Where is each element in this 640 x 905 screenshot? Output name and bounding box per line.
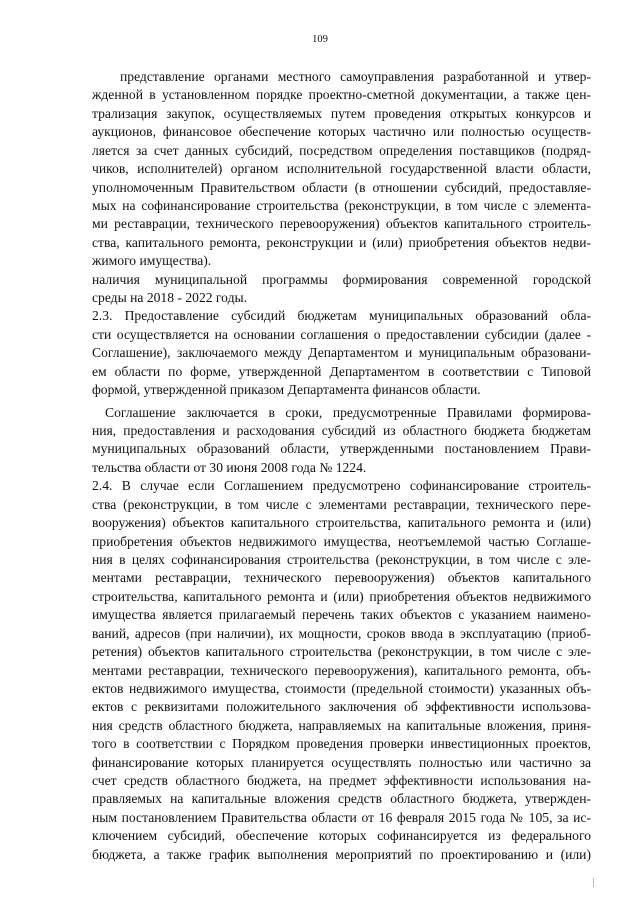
- text-line: аукционов, финансовое обеспечение которых частично или полностью осуществ-: [92, 124, 591, 140]
- text-line: мых на софинансирование строительства (реконструкции, в том числе с элемента-: [92, 197, 591, 213]
- text-line: бюджета, а также график выполнения мероприятий по проектированию и (или): [92, 846, 591, 862]
- scan-mark: [593, 878, 594, 887]
- text-line: сти осуществляется на основании соглашения о предоставлении субсидии (далее -: [92, 326, 591, 342]
- text-line: представление органами местного самоуправления разработанной и утвер-: [120, 69, 591, 84]
- text-line: ния средств областного бюджета, направляемых на капитальные вложения, приня-: [92, 717, 591, 733]
- text-line: ства, капитального ремонта, реконструкции и (или) приобретения объектов недви-: [92, 234, 591, 250]
- text-line: Соглашение заключается в сроки, предусмотренные Правилами формирова-: [105, 404, 591, 420]
- text-line: формой, утвержденной приказом Департамента финансов области.: [92, 382, 481, 398]
- paragraph-2-3: [92, 307, 591, 399]
- text-line: уполномоченным Правительством области (в отношении субсидий, предоставляе-: [92, 179, 591, 195]
- text-line: ектов с реквизитами положительного заключения об эффективности использова-: [92, 699, 591, 715]
- text-line: 2.3. Предоставление субсидий бюджетам муниципальных образований обла-: [92, 308, 591, 324]
- text-line: 2.4. В случае если Соглашением предусмотрено софинансирование строитель-: [92, 478, 591, 494]
- text-line: ментами реставрации, технического перевооружения) объектов капитального: [92, 570, 591, 586]
- text-line: ным постановлением Правительства области от 16 февраля 2015 года № 105, за ис-: [92, 809, 591, 825]
- text-line: чиков, исполнителей) органом исполнительной государственной власти области,: [92, 161, 591, 177]
- text-line: финансирование которых планируется осуществлять полностью или частично за: [92, 754, 591, 770]
- text-line: тельства области от 30 июня 2008 года № 1224.: [92, 459, 367, 475]
- text-line: ния в целях софинансирования строительства (реконструкции, в том числе с эле-: [92, 551, 591, 567]
- text-line: муниципальных образований области, утвержденными постановлением Прави-: [92, 441, 591, 457]
- text-line: ваний, адресов (при наличии), их мощности, сроков ввода в эксплуатацию (приоб-: [92, 625, 591, 641]
- text-line: ства (реконструкции, в том числе с элементами реставрации, технического пере-: [92, 496, 591, 512]
- paragraph-city-program: [92, 271, 591, 308]
- text-line: вооружения) объектов капитального строительства, капитального ремонта и (или): [92, 515, 591, 531]
- text-line: жимого имущества).: [92, 253, 212, 269]
- text-line: ми реставрации, технического перевооружения) объектов капитального строитель-: [92, 216, 591, 232]
- text-line: правляемых на капитальные вложения средств областного бюджета, утвержден-: [92, 791, 591, 807]
- text-line: среды на 2018 - 2022 годы.: [92, 290, 248, 306]
- text-line: ектов недвижимого имущества, стоимости (предельной стоимости) указанных объ-: [92, 680, 591, 696]
- text-line: ем области по форме, утвержденной Департаментом в соответствии с Типовой: [92, 363, 591, 379]
- text-line: жденной в установленном порядке проектно-сметной документации, а также цен-: [92, 87, 591, 103]
- text-line: ментами реставрации, технического перевооружения), капитального ремонта, объ-: [92, 662, 591, 678]
- text-line: Соглашение), заключаемого между Департаментом и муниципальным образовани-: [92, 345, 591, 361]
- document-body: [92, 68, 591, 864]
- paragraph-continuation: [92, 68, 591, 271]
- text-line: наличия муниципальной программы формирования современной городской: [92, 271, 591, 287]
- text-line: строительства, капитального ремонта и (или) приобретения объектов недвижимого: [92, 588, 591, 604]
- text-line: приобретения объектов недвижимого имущества, неотъемлемой частью Соглаше-: [92, 533, 591, 549]
- text-line: ляется за счет данных субсидий, посредством определения поставщиков (подряд-: [92, 142, 591, 158]
- text-line: того в соответствии с Порядком проведения проверки инвестиционных проектов,: [92, 736, 591, 752]
- text-line: ключением субсидий, обеспечение которых софинансируется из федерального: [92, 828, 591, 844]
- paragraph-agreement-terms: [92, 404, 591, 478]
- text-line: счет средств областного бюджета, на предмет эффективности использования на-: [92, 773, 591, 789]
- text-line: имущества является прилагаемый перечень таких объектов с указанием наимено-: [92, 607, 591, 623]
- text-line: ния, предоставления и расходования субсидий из областного бюджета бюджетам: [92, 423, 591, 439]
- paragraph-2-4: [92, 477, 591, 864]
- text-line: трализация закупок, осуществляемых путем проведения открытых конкурсов и: [92, 105, 591, 121]
- page-number: 109: [312, 34, 328, 45]
- text-line: ретения) объектов капитального строительства (реконструкции, в том числе с эле-: [92, 644, 591, 660]
